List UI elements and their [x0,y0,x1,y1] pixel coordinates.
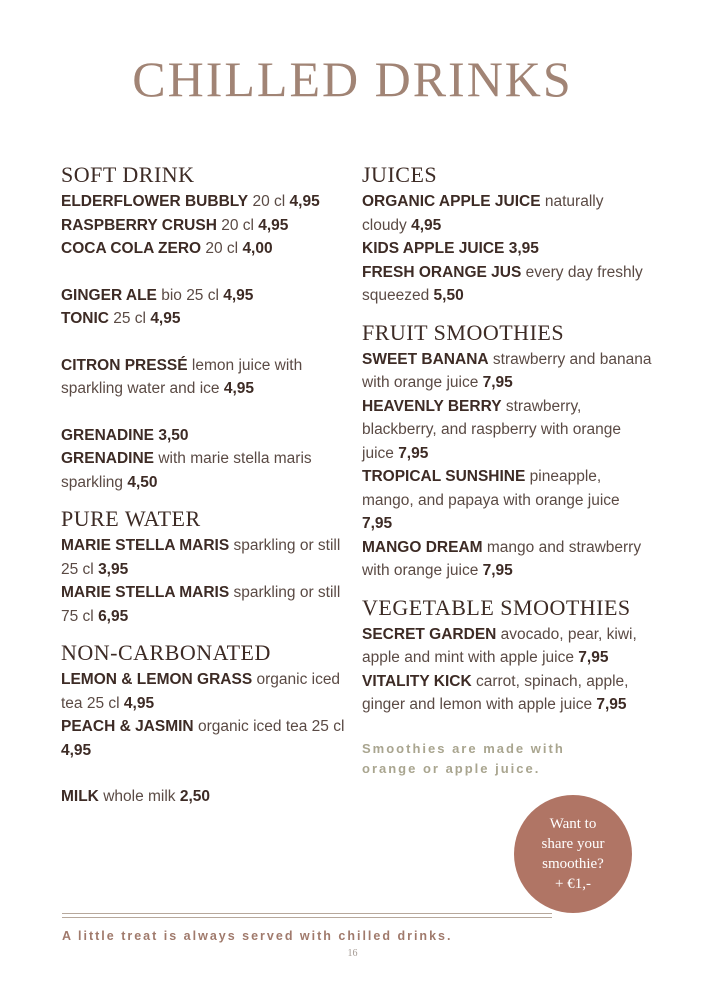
item-price: 7,95 [482,374,513,391]
page-number: 16 [347,948,358,959]
item-price: 4,95 [61,741,92,759]
item-price: 7,95 [578,649,609,666]
item-name: FRESH ORANGE JUS [362,263,522,281]
share-smoothie-badge [514,795,632,913]
item-name: GINGER ALE [61,286,157,304]
menu-item [61,214,346,238]
item-desc: carrot, spinach, apple, ginger and lemon with apple juice [362,672,629,713]
item-desc: avocado, pear, kiwi, apple and mint with apple juice [362,625,637,666]
menu-item [362,190,652,237]
item-price: 2,50 [179,788,211,805]
menu-item [61,785,346,809]
item-name: PEACH & JASMIN [61,718,194,735]
menu-item [362,395,652,466]
menu-item [61,668,346,715]
badge-line: share your [541,836,605,852]
section-title-vegetable-smoothies: VEGETABLE SMOOTHIES [362,594,631,620]
item-price: 4,95 [223,286,254,304]
item-name: CITRON PRESSÉ [61,356,188,374]
item-price: 4,95 [411,216,442,234]
menu-item [61,307,346,331]
item-price: 4,95 [150,310,181,327]
item-name: LEMON & LEMON GRASS [61,671,253,688]
item-name: GRENADINE [61,426,155,444]
item-name: HEAVENLY BERRY [362,397,502,415]
item-name: SECRET GARDEN [362,625,497,643]
item-desc: sparkling or still 75 cl [61,584,341,625]
item-desc: organic iced tea 25 cl [61,671,341,712]
item-name: MARIE STELLA MARIS [61,537,230,554]
divider-line [62,917,552,918]
section-title-non-carbonated: NON-CARBONATED [61,640,271,665]
menu-item [61,354,346,401]
item-desc: bio 25 cl [156,286,224,304]
menu-item [61,190,346,214]
badge-line: smoothie? [542,856,604,872]
item-name: ELDERFLOWER BUBBLY [61,193,249,210]
item-price: 5,50 [433,287,464,304]
item-name: RASPBERRY CRUSH [61,216,217,234]
item-desc: 25 cl [108,310,151,327]
item-desc: strawberry, blackberry, and raspberry with orange juice [362,397,622,462]
item-desc: mango and strawberry with orange juice [362,538,642,579]
item-price: 4,95 [223,380,255,397]
page-title: CHILLED DRINKS [132,51,573,107]
item-price: 7,95 [362,515,393,532]
item-desc: whole milk [98,788,180,805]
item-price: 6,95 [98,607,129,625]
menu-item [362,237,652,261]
item-price: 3,50 [158,426,189,444]
right-column [362,162,652,779]
item-price: 3,95 [98,560,129,578]
item-price: 3,95 [508,240,539,257]
item-desc: strawberry and banana with orange juice [362,350,652,391]
menu-item [61,284,346,308]
item-desc: lemon juice with sparkling water and ice [61,356,303,397]
item-desc: with marie stella maris sparkling [61,450,312,491]
item-name: KIDS APPLE JUICE [362,240,505,257]
item-price: 4,95 [289,193,320,210]
item-price: 4,95 [123,694,155,712]
item-price: 7,95 [482,562,513,579]
item-price: 4,50 [127,473,158,491]
item-name: MANGO DREAM [362,538,483,556]
item-name: MARIE STELLA MARIS [61,584,230,601]
footer-note: A little treat is always served with chilled drinks. [62,929,453,943]
item-name: TROPICAL SUNSHINE [362,468,526,485]
section-title-fruit-smoothies: FRUIT SMOOTHIES [362,319,565,345]
section-title-pure-water: PURE WATER [61,506,201,531]
item-name: GRENADINE [61,450,155,467]
menu-item [61,237,346,261]
item-desc: 20 cl [216,216,259,234]
item-desc: pineapple, mango, and papaya with orange juice [362,468,620,509]
menu-item [61,424,346,448]
item-name: VITALITY KICK [362,672,472,690]
menu-item [362,261,652,308]
menu-item [362,670,652,717]
badge-line: Want to [549,816,597,832]
item-desc: 20 cl [248,193,290,210]
smoothie-note-line: orange or apple juice. [362,760,541,776]
item-desc: every day freshly squeezed [362,263,643,304]
section-title-soft-drink: SOFT DRINK [61,162,195,187]
item-desc: sparkling or still 25 cl [61,537,341,578]
smoothie-note [362,739,652,779]
item-price: 4,00 [242,240,273,257]
item-name: COCA COLA ZERO [61,240,202,257]
item-desc: 20 cl [201,240,243,257]
menu-item [61,715,346,762]
menu-item [61,581,346,628]
menu-item [362,465,652,536]
section-title-juices: JUICES [362,162,438,187]
item-name: ORGANIC APPLE JUICE [362,193,541,210]
item-name: MILK [61,788,99,805]
item-desc: naturally cloudy [362,193,604,234]
badge-line: + €1,- [555,876,591,892]
divider-line [62,913,552,914]
item-price: 7,95 [398,444,429,462]
menu-item [362,348,652,395]
left-column [61,162,346,809]
menu-item [61,447,346,494]
menu-item [362,536,652,583]
menu-item [61,534,346,581]
smoothie-note-line: Smoothies are made with [362,740,565,756]
item-name: SWEET BANANA [362,350,489,368]
item-desc: organic iced tea 25 cl [193,718,345,735]
menu-item [362,623,652,670]
item-price: 7,95 [596,696,627,713]
item-name: TONIC [61,310,109,327]
item-price: 4,95 [258,216,289,234]
